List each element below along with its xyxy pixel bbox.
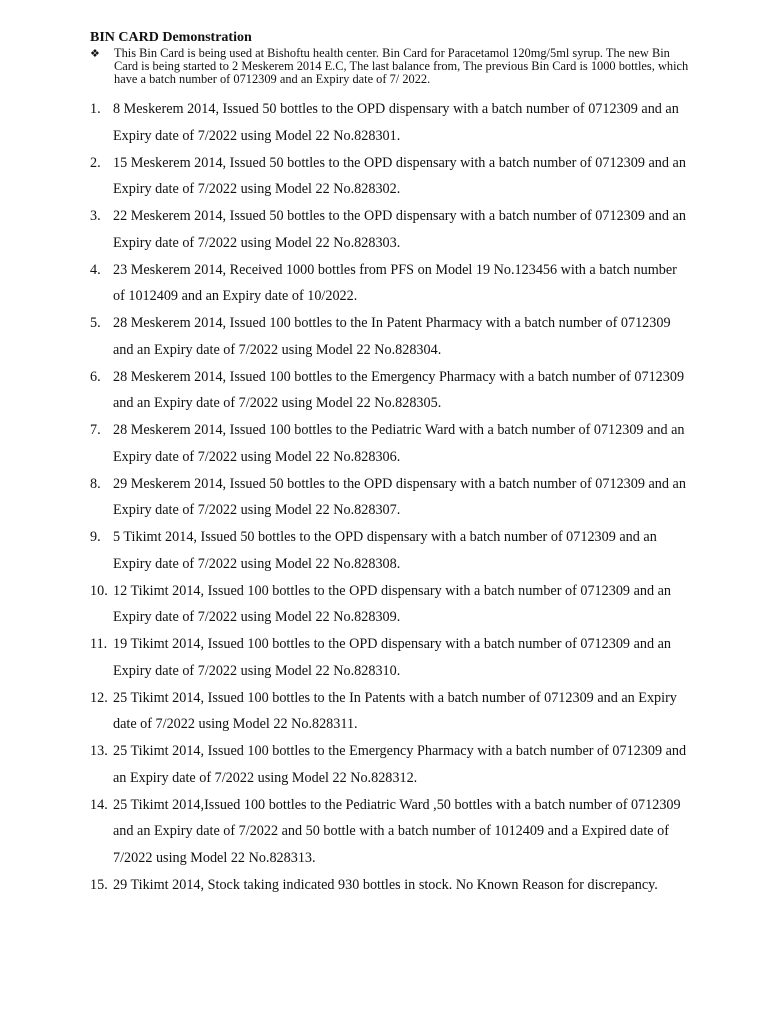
item-number: 3. xyxy=(90,208,101,224)
list-item xyxy=(90,471,690,525)
item-number: 10. xyxy=(90,582,108,599)
item-text: 22 Meskerem 2014, Issued 50 bottles to the OPD dispensary with a batch number of 0712309 and an Expiry date of 7/2022 using Model 22 No.828303. xyxy=(113,208,686,251)
intro-text: This Bin Card is being used at Bishoftu health center. Bin Card for Paracetamol 120mg/5ml syrup. The new Bin Card is being started to 2 Meskerem 2014 E.C, The last balance from, The previous Bin Card is 1000 bottles, which have a batch number of 0712309 and an Expiry date of 7/ 2022. xyxy=(114,46,689,86)
item-text: 8 Meskerem 2014, Issued 50 bottles to the OPD dispensary with a batch number of 0712309 and an Expiry date of 7/2022 using Model 22 No.828301. xyxy=(113,101,679,144)
item-text: 29 Tikimt 2014, Stock taking indicated 930 bottles in stock. No Known Reason for discrepancy. xyxy=(113,876,658,893)
item-number: 4. xyxy=(90,261,101,278)
item-text: 25 Tikimt 2014, Issued 100 bottles to the Emergency Pharmacy with a batch number of 0712309 and an Expiry date of 7/2022 using Model 22 No.828312. xyxy=(113,743,687,786)
list-item xyxy=(90,792,690,872)
document-title: BIN CARD Demonstration xyxy=(90,30,252,45)
list-item xyxy=(90,872,690,926)
list-item xyxy=(90,578,690,632)
list-item xyxy=(90,310,690,364)
item-number: 7. xyxy=(90,422,101,438)
transaction-list xyxy=(90,96,690,925)
item-number: 5. xyxy=(90,315,101,331)
list-item xyxy=(90,96,690,150)
list-item xyxy=(90,150,690,204)
diamond-bullet-icon: ❖ xyxy=(90,48,100,60)
item-text: 28 Meskerem 2014, Issued 100 bottles to the Pediatric Ward with a batch number of 0712309 and an Expiry date of 7/2022 using Model 22 No.828306. xyxy=(113,422,685,465)
item-number: 14. xyxy=(90,796,108,813)
item-number: 6. xyxy=(90,368,101,385)
item-text: 5 Tikimt 2014, Issued 50 bottles to the OPD dispensary with a batch number of 0712309 and an Expiry date of 7/2022 using Model 22 No.828308. xyxy=(113,529,657,572)
item-number: 9. xyxy=(90,529,101,545)
item-number: 15. xyxy=(90,876,108,893)
list-item xyxy=(90,364,690,418)
item-number: 13. xyxy=(90,743,108,759)
list-item xyxy=(90,738,690,792)
item-number: 1. xyxy=(90,101,101,117)
list-item xyxy=(90,203,690,257)
item-number: 11. xyxy=(90,636,108,652)
item-number: 8. xyxy=(90,475,101,492)
item-text: 28 Meskerem 2014, Issued 100 bottles to the Emergency Pharmacy with a batch number of 0712309 and an Expiry date of 7/2022 using Model 22 No.828305. xyxy=(113,368,685,412)
item-text: 25 Tikimt 2014,Issued 100 bottles to the Pediatric Ward ,50 bottles with a batch number of 0712309 and an Expiry date of 7/2022 and 50 bottle with a batch number of 1012409 and a Expired date of 7/2022 using Model 22 No.828313. xyxy=(113,796,681,867)
list-item xyxy=(90,257,690,311)
list-item xyxy=(90,417,690,471)
list-item xyxy=(90,685,690,739)
item-text: 23 Meskerem 2014, Received 1000 bottles from PFS on Model 19 No.123456 with a batch number of 1012409 and an Expiry date of 10/2022. xyxy=(113,261,677,305)
item-number: 2. xyxy=(90,154,101,171)
item-number: 12. xyxy=(90,689,108,706)
item-text: 29 Meskerem 2014, Issued 50 bottles to the OPD dispensary with a batch number of 0712309 and an Expiry date of 7/2022 using Model 22 No.828307. xyxy=(113,475,686,519)
list-item xyxy=(90,631,690,685)
item-text: 12 Tikimt 2014, Issued 100 bottles to the OPD dispensary with a batch number of 0712309 and an Expiry date of 7/2022 using Model 22 No.828309. xyxy=(113,582,671,626)
item-text: 15 Meskerem 2014, Issued 50 bottles to the OPD dispensary with a batch number of 0712309 and an Expiry date of 7/2022 using Model 22 No.828302. xyxy=(113,154,686,198)
item-text: 25 Tikimt 2014, Issued 100 bottles to the In Patents with a batch number of 0712309 and an Expiry date of 7/2022 using Model 22 No.828311. xyxy=(113,689,677,733)
intro-paragraph xyxy=(90,47,690,86)
item-text: 28 Meskerem 2014, Issued 100 bottles to the In Patent Pharmacy with a batch number of 0712309 and an Expiry date of 7/2022 using Model 22 No.828304. xyxy=(113,315,671,358)
list-item xyxy=(90,524,690,578)
item-text: 19 Tikimt 2014, Issued 100 bottles to the OPD dispensary with a batch number of 0712309 and an Expiry date of 7/2022 using Model 22 No.828310. xyxy=(113,636,671,679)
